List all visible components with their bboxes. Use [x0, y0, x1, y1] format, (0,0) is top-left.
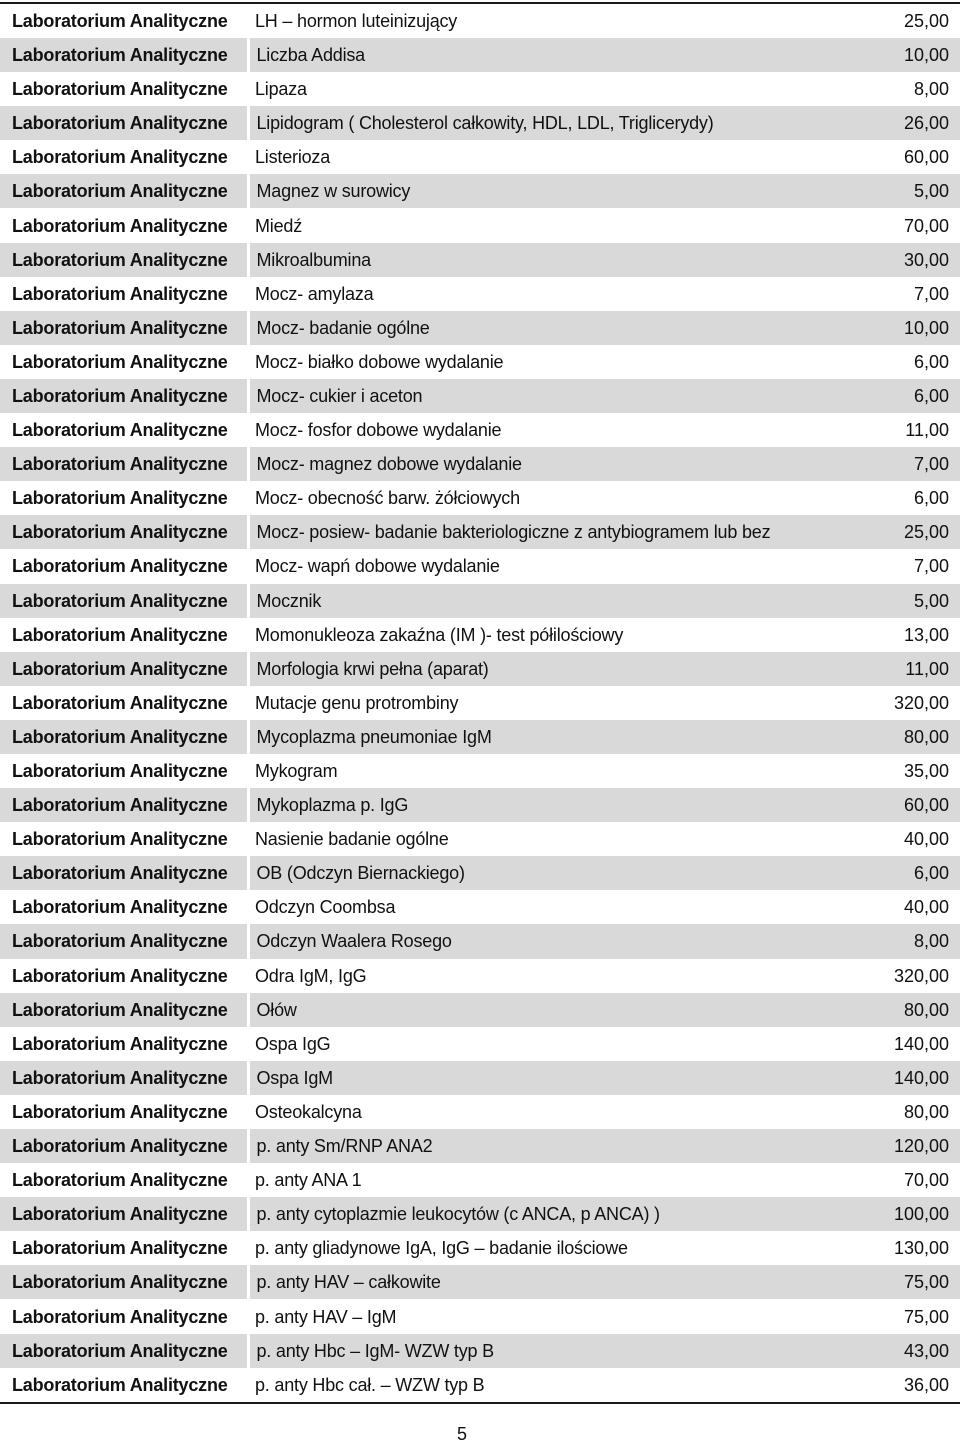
laboratory-name-cell: Laboratorium Analityczne: [0, 106, 248, 140]
test-name-cell: Lipaza: [255, 79, 307, 100]
test-name-cell: Mocz- fosfor dobowe wydalanie: [255, 420, 502, 441]
price-cell: 43,00: [830, 1334, 960, 1368]
price-cell: 26,00: [830, 106, 960, 140]
test-name-cell: p. anty gliadynowe IgA, IgG – badanie ilościowe: [255, 1238, 628, 1259]
test-name-cell: p. anty Hbc cał. – WZW typ B: [255, 1374, 485, 1395]
price-cell: 80,00: [903, 1101, 949, 1122]
price-cell: 140,00: [830, 1061, 960, 1095]
test-name-cell: Liczba Addisa: [248, 38, 830, 72]
table-row: [0, 1061, 960, 1095]
table-row: [0, 447, 960, 481]
table-row: [0, 413, 960, 447]
table-row: [0, 1197, 960, 1231]
test-name-cell: p. anty Hbc – IgM- WZW typ B: [248, 1334, 830, 1368]
price-cell: 130,00: [893, 1238, 949, 1259]
laboratory-name-cell: Laboratorium Analityczne: [0, 38, 248, 72]
laboratory-name-cell: Laboratorium Analityczne: [0, 243, 248, 277]
laboratory-name-cell: Laboratorium Analityczne: [12, 761, 228, 782]
laboratory-name-cell: Laboratorium Analityczne: [0, 447, 248, 481]
laboratory-name-cell: Laboratorium Analityczne: [0, 1334, 248, 1368]
table-row: [0, 959, 960, 993]
laboratory-name-cell: Laboratorium Analityczne: [0, 379, 248, 413]
price-cell: 10,00: [830, 38, 960, 72]
price-cell: 25,00: [830, 515, 960, 549]
table-row: [0, 1265, 960, 1299]
table-row: [0, 140, 960, 174]
laboratory-name-cell: Laboratorium Analityczne: [0, 720, 248, 754]
laboratory-name-cell: Laboratorium Analityczne: [0, 174, 248, 208]
test-name-cell: Mocz- posiew- badanie bakteriologiczne z antybiogramem lub bez: [248, 515, 830, 549]
test-name-cell: Listerioza: [255, 147, 331, 168]
table-row: [0, 1299, 960, 1333]
test-name-cell: p. anty cytoplazmie leukocytów (c ANCA, p ANCA) ): [248, 1197, 830, 1231]
price-cell: 320,00: [893, 692, 949, 713]
table-row: [0, 106, 960, 140]
table-row: [0, 720, 960, 754]
table-row: [0, 72, 960, 106]
table-row: [0, 243, 960, 277]
test-name-cell: Mocz- magnez dobowe wydalanie: [248, 447, 830, 481]
test-name-cell: OB (Odczyn Biernackiego): [248, 856, 830, 890]
price-cell: 120,00: [830, 1129, 960, 1163]
test-name-cell: Odra IgM, IgG: [255, 965, 367, 986]
price-cell: 35,00: [903, 761, 949, 782]
price-cell: 100,00: [830, 1197, 960, 1231]
price-cell: 7,00: [830, 447, 960, 481]
laboratory-name-cell: Laboratorium Analityczne: [12, 11, 228, 31]
test-name-cell: Mocz- cukier i aceton: [248, 379, 830, 413]
table-row: [0, 652, 960, 686]
price-cell: 8,00: [913, 79, 949, 100]
test-name-cell: Morfologia krwi pełna (aparat): [248, 652, 830, 686]
laboratory-name-cell: Laboratorium Analityczne: [12, 488, 228, 509]
price-cell: 11,00: [830, 652, 960, 686]
table-row: [0, 3, 960, 38]
laboratory-name-cell: Laboratorium Analityczne: [0, 652, 248, 686]
price-cell: 30,00: [830, 243, 960, 277]
laboratory-name-cell: Laboratorium Analityczne: [12, 1101, 228, 1122]
test-name-cell: Mocz- obecność barw. żółciowych: [255, 488, 520, 509]
laboratory-name-cell: Laboratorium Analityczne: [0, 1197, 248, 1231]
price-cell: 40,00: [903, 829, 949, 850]
price-cell: 60,00: [830, 788, 960, 822]
test-name-cell: Lipidogram ( Cholesterol całkowity, HDL, LDL, Triglicerydy): [248, 106, 830, 140]
table-row: [0, 1163, 960, 1197]
test-name-cell: Mocznik: [248, 584, 830, 618]
test-name-cell: Mykogram: [255, 761, 338, 782]
test-name-cell: p. anty HAV – całkowite: [248, 1265, 830, 1299]
table-row: [0, 754, 960, 788]
table-row: [0, 277, 960, 311]
laboratory-name-cell: Laboratorium Analityczne: [12, 351, 228, 372]
test-name-cell: p. anty ANA 1: [255, 1170, 362, 1191]
table-row: [0, 515, 960, 549]
test-name-cell: Mikroalbumina: [248, 243, 830, 277]
laboratory-name-cell: Laboratorium Analityczne: [12, 965, 228, 986]
test-name-cell: p. anty HAV – IgM: [255, 1306, 397, 1327]
laboratory-name-cell: Laboratorium Analityczne: [12, 1170, 228, 1191]
table-row: [0, 1095, 960, 1129]
laboratory-name-cell: Laboratorium Analityczne: [0, 1061, 248, 1095]
table-row: [0, 856, 960, 890]
laboratory-name-cell: Laboratorium Analityczne: [12, 147, 228, 168]
table-row: [0, 1027, 960, 1061]
table-row: [0, 208, 960, 242]
table-row: [0, 822, 960, 856]
test-name-cell: Mocz- amylaza: [255, 283, 374, 304]
laboratory-name-cell: Laboratorium Analityczne: [0, 924, 248, 958]
table-row: [0, 788, 960, 822]
table-row: [0, 38, 960, 72]
price-cell: 70,00: [903, 1170, 949, 1191]
price-cell: 25,00: [903, 11, 949, 31]
laboratory-name-cell: Laboratorium Analityczne: [12, 829, 228, 850]
page-number: 5: [456, 1424, 467, 1444]
test-name-cell: Miedź: [255, 215, 303, 236]
laboratory-name-cell: Laboratorium Analityczne: [0, 515, 248, 549]
test-name-cell: Mutacje genu protrombiny: [255, 692, 459, 713]
laboratory-name-cell: Laboratorium Analityczne: [12, 897, 228, 918]
table-row: [0, 311, 960, 345]
test-name-cell: Ołów: [248, 993, 830, 1027]
test-name-cell: Odczyn Coombsa: [255, 897, 396, 918]
price-list-table: [0, 2, 960, 1404]
test-name-cell: Mykoplazma p. IgG: [248, 788, 830, 822]
test-name-cell: LH – hormon luteinizujący: [255, 11, 458, 31]
price-cell: 80,00: [830, 720, 960, 754]
table-row: [0, 1334, 960, 1368]
table-row: [0, 345, 960, 379]
price-cell: 70,00: [903, 215, 949, 236]
price-cell: 75,00: [903, 1306, 949, 1327]
test-name-cell: Mocz- wapń dobowe wydalanie: [255, 556, 500, 577]
laboratory-name-cell: Laboratorium Analityczne: [12, 215, 228, 236]
test-name-cell: Momonukleoza zakaźna (IM )- test półilościowy: [255, 624, 624, 645]
test-name-cell: Magnez w surowicy: [248, 174, 830, 208]
table-row: [0, 924, 960, 958]
test-name-cell: Osteokalcyna: [255, 1101, 362, 1122]
table-row: [0, 1129, 960, 1163]
laboratory-name-cell: Laboratorium Analityczne: [12, 1238, 228, 1259]
price-cell: 6,00: [830, 379, 960, 413]
laboratory-name-cell: Laboratorium Analityczne: [0, 788, 248, 822]
laboratory-name-cell: Laboratorium Analityczne: [12, 283, 228, 304]
price-cell: 5,00: [830, 584, 960, 618]
price-cell: 10,00: [830, 311, 960, 345]
laboratory-name-cell: Laboratorium Analityczne: [0, 1265, 248, 1299]
table-row: [0, 1368, 960, 1403]
test-name-cell: Odczyn Waalera Rosego: [248, 924, 830, 958]
price-list-body: [0, 3, 960, 1403]
laboratory-name-cell: Laboratorium Analityczne: [0, 993, 248, 1027]
laboratory-name-cell: Laboratorium Analityczne: [12, 1306, 228, 1327]
table-row: [0, 686, 960, 720]
price-cell: 6,00: [913, 488, 949, 509]
laboratory-name-cell: Laboratorium Analityczne: [0, 311, 248, 345]
table-row: [0, 549, 960, 583]
price-cell: 140,00: [893, 1033, 949, 1054]
laboratory-name-cell: Laboratorium Analityczne: [12, 79, 228, 100]
price-cell: 6,00: [830, 856, 960, 890]
price-cell: 8,00: [830, 924, 960, 958]
price-cell: 60,00: [903, 147, 949, 168]
laboratory-name-cell: Laboratorium Analityczne: [12, 1374, 228, 1395]
price-cell: 13,00: [903, 624, 949, 645]
test-name-cell: Ospa IgM: [248, 1061, 830, 1095]
price-cell: 7,00: [913, 283, 949, 304]
table-row: [0, 174, 960, 208]
price-cell: 6,00: [913, 351, 949, 372]
table-row: [0, 379, 960, 413]
laboratory-name-cell: Laboratorium Analityczne: [12, 1033, 228, 1054]
laboratory-name-cell: Laboratorium Analityczne: [12, 624, 228, 645]
test-name-cell: Mocz- badanie ogólne: [248, 311, 830, 345]
laboratory-name-cell: Laboratorium Analityczne: [0, 584, 248, 618]
price-cell: 80,00: [830, 993, 960, 1027]
table-row: [0, 481, 960, 515]
laboratory-name-cell: Laboratorium Analityczne: [0, 856, 248, 890]
test-name-cell: Mycoplazma pneumoniae IgM: [248, 720, 830, 754]
price-cell: 36,00: [903, 1374, 949, 1395]
table-row: [0, 993, 960, 1027]
table-row: [0, 1231, 960, 1265]
table-row: [0, 890, 960, 924]
table-row: [0, 618, 960, 652]
laboratory-name-cell: Laboratorium Analityczne: [12, 556, 228, 577]
price-cell: 7,00: [913, 556, 949, 577]
test-name-cell: Mocz- białko dobowe wydalanie: [255, 351, 504, 372]
price-cell: 11,00: [905, 420, 949, 441]
price-cell: 5,00: [830, 174, 960, 208]
price-cell: 75,00: [830, 1265, 960, 1299]
laboratory-name-cell: Laboratorium Analityczne: [12, 692, 228, 713]
price-cell: 320,00: [893, 965, 949, 986]
price-cell: 40,00: [903, 897, 949, 918]
table-row: [0, 584, 960, 618]
test-name-cell: p. anty Sm/RNP ANA2: [248, 1129, 830, 1163]
laboratory-name-cell: Laboratorium Analityczne: [0, 1129, 248, 1163]
test-name-cell: Ospa IgG: [255, 1033, 331, 1054]
laboratory-name-cell: Laboratorium Analityczne: [12, 420, 228, 441]
test-name-cell: Nasienie badanie ogólne: [255, 829, 449, 850]
